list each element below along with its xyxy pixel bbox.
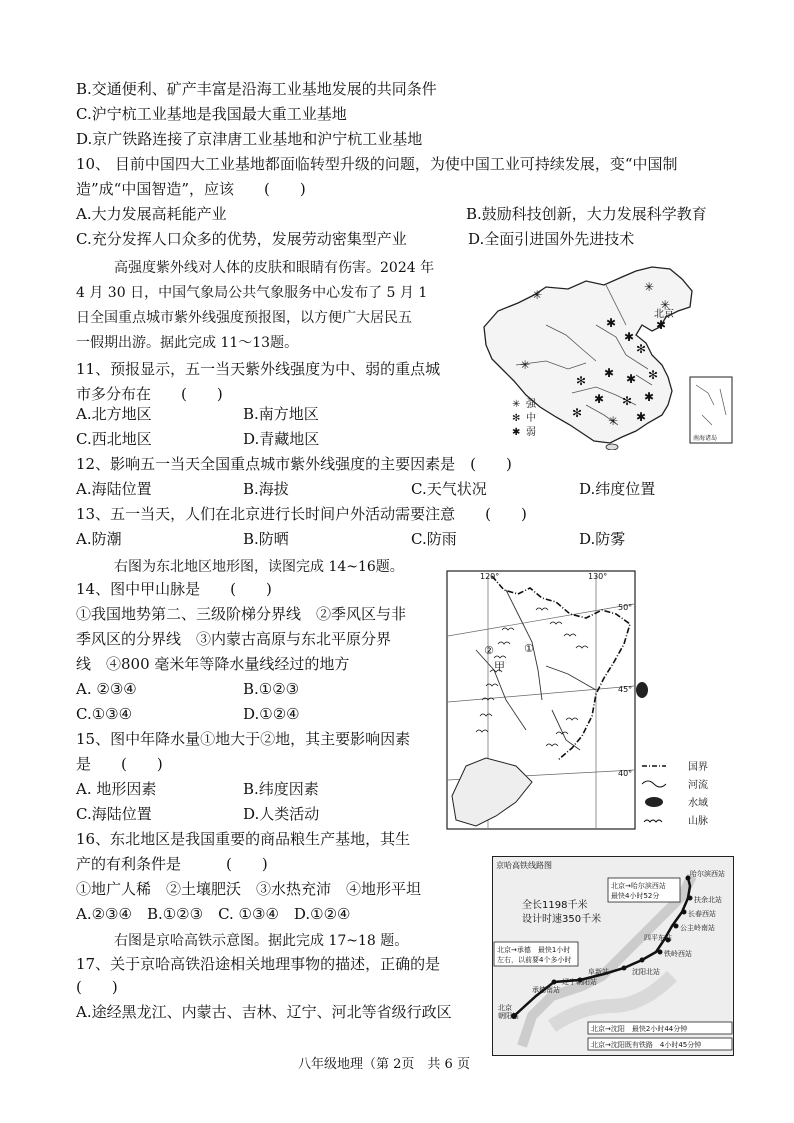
q14-line3: 线 ④800 毫米年等降水量线经过的地方	[76, 655, 350, 673]
q14-line2: 季风区的分界线 ③内蒙古高原与东北平原分界	[76, 630, 392, 648]
legend-mid: 中	[526, 413, 536, 424]
railmap-box-top-2: 最快4小时52分	[611, 892, 660, 900]
q16-stem-line2: 产的有利条件是 ( )	[76, 855, 268, 873]
q13-option-d: D.防雾	[579, 530, 626, 548]
q10-option-a: A.大力发展高耗能产业	[76, 205, 227, 223]
q10-stem-line2: 造”成“中国智造”，应该 ( )	[76, 180, 306, 198]
northeast-terrain-map	[446, 570, 736, 832]
legend-river: 河流	[688, 780, 708, 791]
q11-option-b: B.南方地区	[243, 405, 319, 423]
station-chengde: 承德南站	[532, 986, 560, 994]
q14-option-d: D.①②④	[243, 705, 300, 723]
q17-paren: ( )	[76, 978, 118, 996]
intro14: 右图为东北地区地形图，读图完成 14~16题。	[114, 559, 404, 575]
station-fuyu: 扶余北站	[694, 896, 722, 904]
q15-stem-line2: 是 ( )	[76, 755, 163, 773]
q10-option-c: C.充分发挥人口众多的优势，发展劳动密集型产业	[76, 230, 407, 248]
q11-option-a: A.北方地区	[76, 405, 152, 423]
station-fuxin: 阜新站	[588, 968, 609, 976]
station-sifing: 四平东站	[644, 934, 672, 942]
uv-mid-icon: ✻	[636, 342, 647, 356]
railmap-box-top-1: 北京→哈尔滨西站	[611, 882, 666, 890]
intro11-line2: 4 月 30 日，中国气象局公共气象服务中心发布了 5 月 1	[76, 285, 428, 301]
q11-stem-line1: 11、预报显示，五一当天紫外线强度为中、弱的重点城	[76, 360, 441, 378]
uv-weak-icon: ✱	[606, 316, 617, 330]
railmap-title: 京哈高铁线路图	[496, 861, 552, 870]
uv-strong-icon: ✳	[608, 414, 619, 428]
uv-weak-icon: ✱	[644, 390, 655, 404]
q9-option-b: B.交通便利、矿产丰富是沿海工业基地发展的共同条件	[76, 80, 437, 98]
page-footer: 八年级地理（第 2页 共 6 页	[298, 1057, 470, 1072]
lat-45-label: 45°	[618, 685, 633, 694]
uv-mid-icon: ✻	[622, 394, 633, 408]
railmap-box-left-1: 北京→承德 最快1小时	[497, 946, 571, 954]
legend-water-icon	[645, 797, 663, 807]
q9-option-d: D.京广铁路连接了京津唐工业基地和沪宁杭工业基地	[76, 130, 423, 148]
q13-option-b: B.防晒	[243, 530, 289, 548]
uv-weak-icon: ✱	[626, 372, 637, 386]
railmap-box-bottom-1: 北京→沈阳 最快2小时44分钟	[591, 1025, 688, 1033]
lon-120-label: 120°	[480, 572, 500, 581]
railmap-box-bottom-2: 北京→沈阳既有铁路 4小时45分钟	[591, 1041, 702, 1049]
point-1-label: ①	[524, 642, 534, 655]
lake-icon	[636, 682, 648, 698]
intro11-line4: 一假期出游。据此完成 11～13题。	[76, 335, 299, 351]
q12-option-a: A.海陆位置	[76, 480, 152, 498]
q12-option-c: C.天气状况	[411, 480, 487, 498]
q13-option-a: A.防潮	[76, 530, 122, 548]
q11-stem-line2: 市多分布在 ( )	[76, 385, 223, 403]
station-beijing-chaoyang: 朝阳站	[498, 1012, 519, 1020]
q16-stem-line1: 16、东北地区是我国重要的商品粮生产基地，其生	[76, 830, 411, 848]
q16-options: A.②③④ B.①②③ C. ①③④ D.①②④	[76, 905, 351, 923]
q9-option-c: C.沪宁杭工业基地是我国最大重工业基地	[76, 105, 347, 123]
q15-option-b: B.纬度因素	[243, 780, 319, 798]
station-tieling: 铁岭西站	[664, 950, 692, 958]
uv-strong-icon: ✳	[520, 358, 531, 372]
q17-option-a: A.途经黑龙江、内蒙古、吉林、辽宁、河北等省级行政区	[76, 1003, 452, 1021]
beijing-harbin-railway-map	[492, 856, 734, 1056]
station-changchun: 长春西站	[688, 910, 716, 918]
uv-mid-icon: ✻	[648, 368, 659, 382]
legend-river-icon	[642, 781, 666, 787]
uv-forecast-map	[476, 265, 738, 450]
uv-strong-icon: ✳	[532, 288, 543, 302]
uv-weak-icon: ✱	[656, 318, 667, 332]
q14-option-c: C.①③④	[76, 705, 133, 723]
uv-weak-icon: ✱	[604, 366, 615, 380]
uv-strong-icon: ✳	[660, 298, 671, 312]
q11-option-d: D.青藏地区	[243, 430, 320, 448]
q14-option-b: B.①②③	[243, 680, 300, 698]
svg-text:✻: ✻	[512, 413, 521, 424]
railmap-speed: 设计时速350千米	[522, 914, 602, 925]
railmap-length: 全长1198千米	[522, 900, 588, 911]
uv-weak-icon: ✱	[636, 410, 647, 424]
lat-40-label: 40°	[618, 769, 633, 778]
station-chaoyang: 辽宁朝阳站	[562, 978, 597, 986]
q10-option-d: D.全面引进国外先进技术	[468, 230, 635, 248]
uv-strong-icon: ✳	[644, 280, 655, 294]
q10-option-b: B.鼓励科技创新，大力发展科学教育	[466, 205, 707, 223]
intro11-line1: 高强度紫外线对人体的皮肤和眼睛有伤害。2024 年	[114, 260, 435, 276]
q11-option-c: C.西北地区	[76, 430, 152, 448]
railmap-box-left-2: 左右，以前要4个多小时	[497, 956, 572, 964]
q12-stem: 12、影响五一当天全国重点城市紫外线强度的主要因素是 ( )	[76, 455, 512, 473]
legend-weak: 弱	[526, 427, 536, 438]
q15-stem-line1: 15、图中年降水量①地大于②地，其主要影响因素	[76, 730, 411, 748]
station-gongzhuling: 公主岭南站	[680, 924, 715, 932]
legend-mountain-icon	[644, 820, 662, 822]
q15-option-a: A. 地形因素	[76, 780, 157, 798]
q14-stem: 14、图中甲山脉是 ( )	[76, 580, 272, 598]
q15-option-d: D.人类活动	[243, 805, 320, 823]
point-2-label: ②	[484, 644, 494, 657]
q12-option-d: D.纬度位置	[579, 480, 656, 498]
south-sea-inset	[690, 377, 732, 443]
q14-line1: ①我国地势第二、三级阶梯分界线 ②季风区与非	[76, 605, 407, 623]
q12-option-b: B.海拔	[243, 480, 289, 498]
svg-text:南海诸岛: 南海诸岛	[693, 435, 718, 442]
station-harbin: 哈尔滨西站	[690, 870, 725, 878]
lon-130-label: 130°	[588, 572, 608, 581]
station-beijing: 北京	[498, 1004, 512, 1012]
uv-mid-icon: ✻	[576, 374, 587, 388]
q10-stem-line1: 10、 目前中国四大工业基地都面临转型升级的问题，为使中国工业可持续发展，变“中国制	[76, 155, 678, 173]
q13-option-c: C.防雨	[411, 530, 457, 548]
uv-mid-icon: ✻	[572, 406, 583, 420]
svg-text:✳: ✳	[512, 399, 521, 410]
q17-stem: 17、关于京哈高铁沿途相关地理事物的描述，正确的是	[76, 955, 441, 973]
mountain-jia-label: 甲	[494, 660, 505, 673]
uv-weak-icon: ✱	[624, 330, 635, 344]
q16-items: ①地广人稀 ②土壤肥沃 ③水热充沛 ④地形平坦	[76, 880, 422, 898]
q15-option-c: C.海陆位置	[76, 805, 152, 823]
legend-border: 国界	[688, 762, 708, 773]
legend-water: 水域	[688, 798, 708, 809]
beijing-label: 北京	[654, 309, 674, 320]
intro17: 右图是京哈高铁示意图。据此完成 17~18 题。	[114, 933, 409, 949]
legend-mountain: 山脉	[688, 816, 708, 827]
svg-text:✱: ✱	[512, 427, 521, 438]
uv-weak-icon: ✱	[594, 392, 605, 406]
lat-50-label: 50°	[618, 603, 633, 612]
intro11-line3: 日全国重点城市紫外线强度预报图，以方便广大居民五	[76, 310, 412, 326]
legend-strong: 强	[526, 399, 536, 410]
q13-stem: 13、五一当天，人们在北京进行长时间户外活动需要注意 ( )	[76, 505, 527, 523]
station-shenyang: 沈阳北站	[632, 968, 660, 976]
q14-option-a: A. ②③④	[76, 680, 137, 698]
